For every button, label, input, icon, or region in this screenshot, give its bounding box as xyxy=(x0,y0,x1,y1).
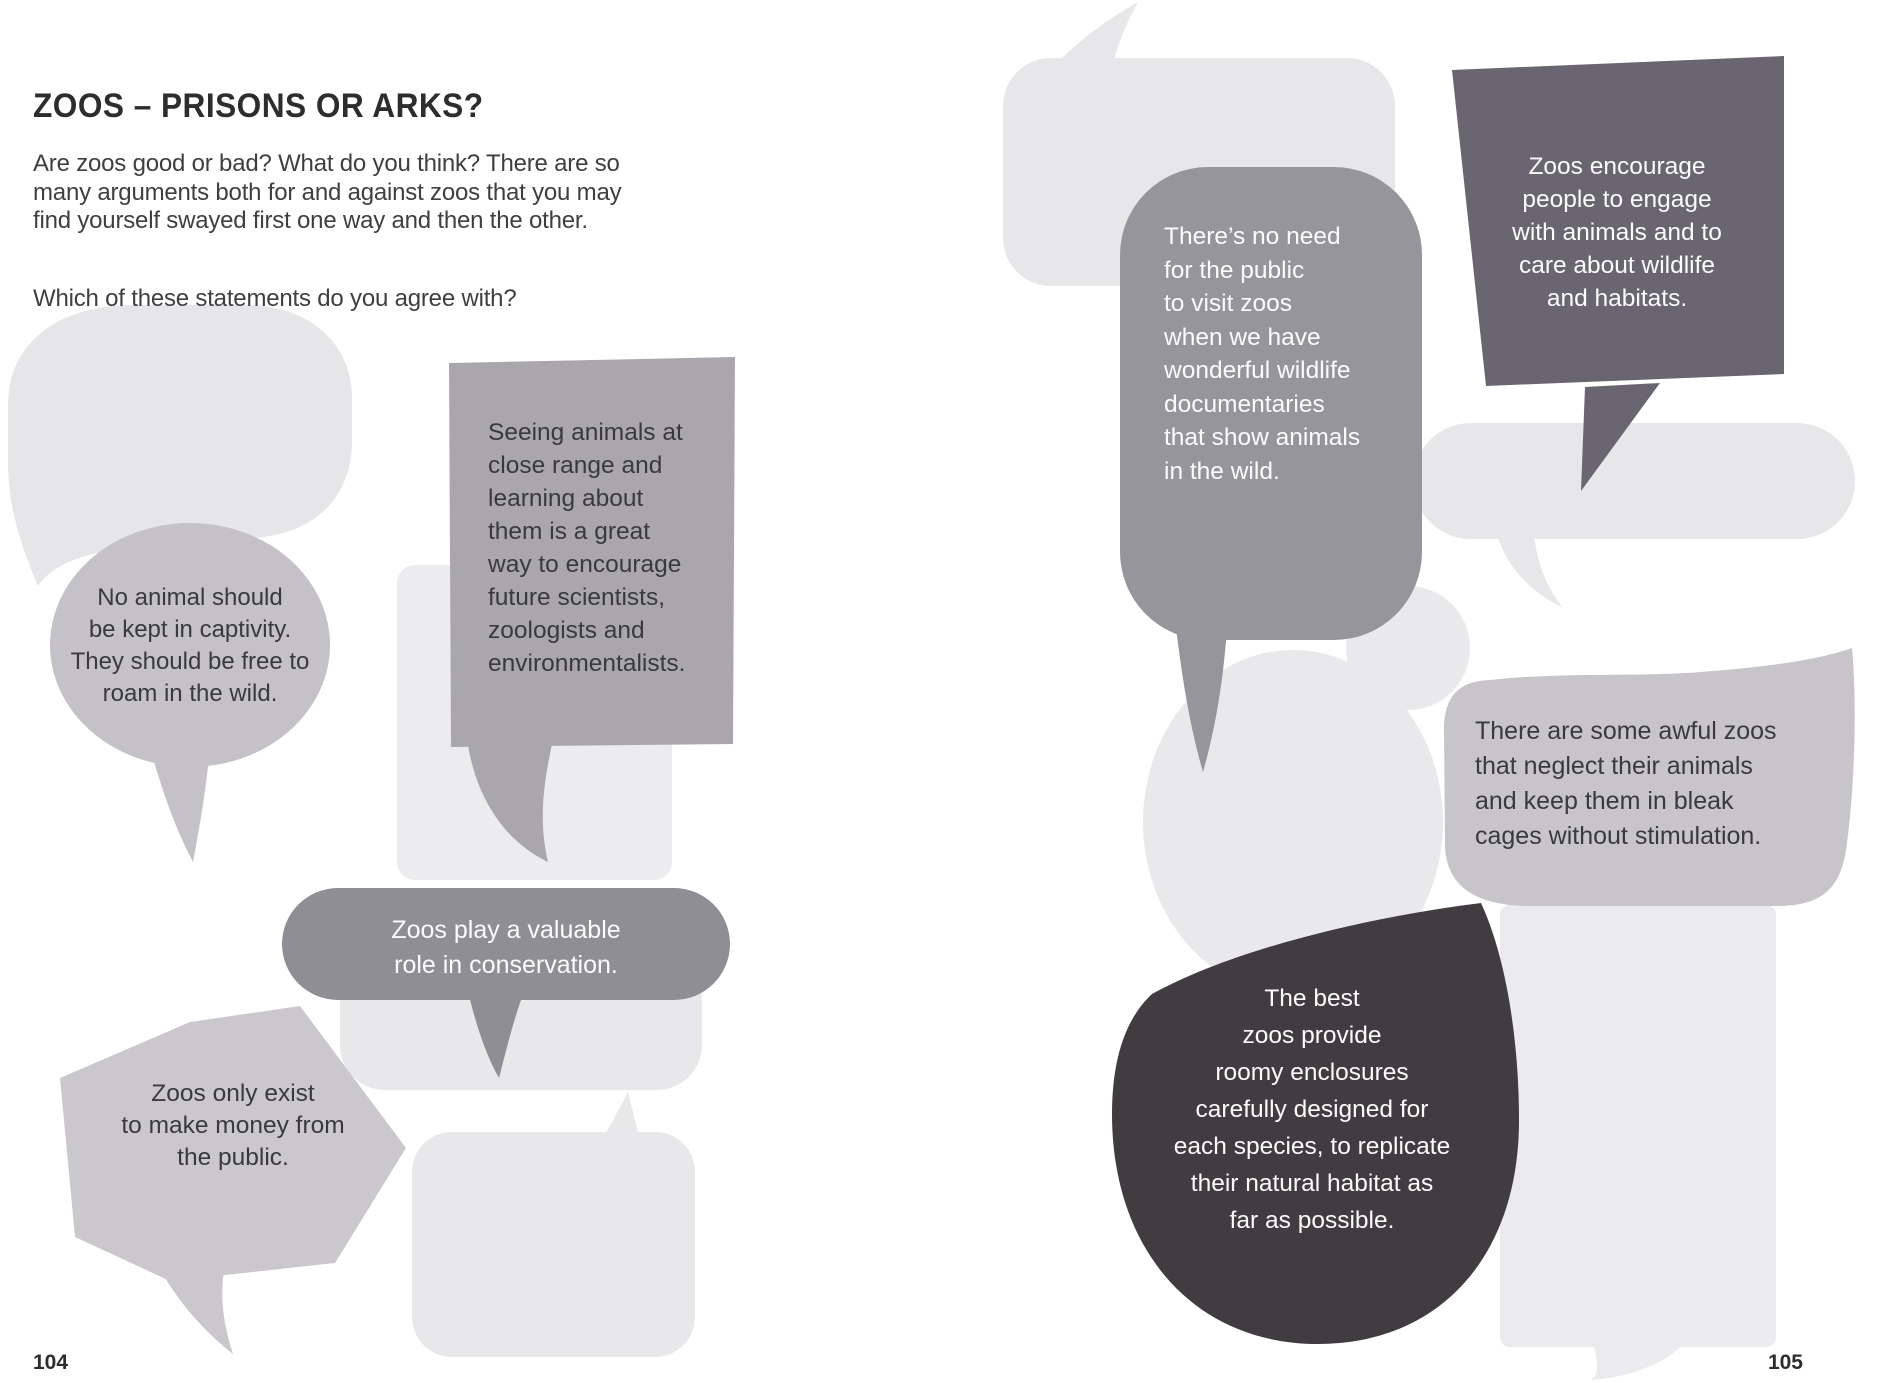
bubble-line: Zoos encourage xyxy=(1528,153,1706,180)
bubble-line: each species, to replicate xyxy=(1173,1133,1451,1160)
question-text: Which of these statements do you agree with? xyxy=(33,285,517,312)
make-money-bubble-text xyxy=(73,1078,393,1174)
no-animal-bubble-text xyxy=(50,582,330,710)
intro-line: Are zoos good or bad? What do you think? There are so xyxy=(33,150,620,177)
bubble-line: learning about xyxy=(488,485,644,512)
bubble-line: and keep them in bleak xyxy=(1475,787,1734,815)
documentaries-bubble-text xyxy=(1164,220,1414,488)
bubble-line: far as possible. xyxy=(1229,1207,1395,1234)
intro-paragraph xyxy=(33,150,621,236)
bubble-line: them is a great xyxy=(488,518,651,545)
bubble-line: cages without stimulation. xyxy=(1475,822,1762,850)
bubble-line: people to engage xyxy=(1522,186,1712,213)
bubble-line: role in conservation. xyxy=(394,951,618,979)
decorative-tail-left-bottom xyxy=(598,1092,642,1148)
bubble-line: way to encourage xyxy=(488,551,682,578)
bubble-line: carefully designed for xyxy=(1195,1096,1429,1123)
bubble-line: for the public xyxy=(1164,256,1305,284)
bubble-line: roam in the wild. xyxy=(102,680,278,707)
make-money-bubble-tail xyxy=(165,1270,233,1354)
bubble-line: with animals and to xyxy=(1512,219,1722,246)
bubble-line: close range and xyxy=(488,452,663,479)
decorative-capsule-tail xyxy=(1497,535,1563,608)
decorative-rect-right-bottom xyxy=(1500,905,1776,1347)
conservation-bubble-text xyxy=(282,913,730,983)
decorative-tail-right-top xyxy=(1056,2,1138,66)
decorative-rect-left-bottom xyxy=(412,1132,695,1357)
no-animal-bubble-tail xyxy=(148,740,210,862)
bubble-line: There are some awful zoos xyxy=(1475,717,1777,745)
bubble-line: future scientists, xyxy=(488,584,666,611)
bubble-line: the public. xyxy=(177,1144,289,1171)
decorative-tail-right-bottom xyxy=(1591,1344,1683,1380)
bubble-line: No animal should xyxy=(97,584,283,611)
bubble-line: There’s no need xyxy=(1164,223,1341,250)
bubble-line: Seeing animals at xyxy=(488,419,683,446)
bubble-line: to make money from xyxy=(121,1112,345,1139)
bubble-line: Zoos play a valuable xyxy=(391,916,621,944)
bubble-line: their natural habitat as xyxy=(1190,1170,1434,1197)
bubble-line: They should be free to xyxy=(70,648,310,675)
page-number-right: 105 xyxy=(1767,1351,1803,1374)
bubble-line: The best xyxy=(1264,985,1360,1012)
bubble-line: environmentalists. xyxy=(488,650,686,677)
awful-zoos-bubble-text xyxy=(1475,714,1855,854)
bubble-line: roomy enclosures xyxy=(1215,1059,1409,1086)
bubble-line: that show animals xyxy=(1164,424,1361,451)
best-zoos-bubble-text xyxy=(1152,980,1472,1239)
bubble-line: care about wildlife xyxy=(1518,252,1716,279)
bubble-line: zoologists and xyxy=(488,617,645,644)
bubble-line: documentaries xyxy=(1164,390,1325,418)
bubble-line: Zoos only exist xyxy=(151,1080,315,1107)
bubble-line: zoos provide xyxy=(1242,1022,1382,1049)
page-title: ZOOS – PRISONS OR ARKS? xyxy=(33,86,484,125)
bubble-line: that neglect their animals xyxy=(1475,752,1753,780)
bubble-line: when we have xyxy=(1164,323,1321,351)
bubble-line: wonderful wildlife xyxy=(1164,357,1351,384)
intro-line: many arguments both for and against zoos that you may xyxy=(33,178,622,206)
bubble-line: in the wild. xyxy=(1164,457,1280,485)
bubble-line: to visit zoos xyxy=(1164,290,1292,317)
intro-line: find yourself swayed first one way and then the other. xyxy=(33,207,588,234)
bubble-line: and habitats. xyxy=(1546,285,1688,312)
encourage-bubble-text xyxy=(1472,150,1762,315)
page-number-left: 104 xyxy=(33,1351,69,1374)
bubble-line: be kept in captivity. xyxy=(88,616,292,643)
decorative-capsule-right xyxy=(1413,423,1855,539)
seeing-animals-bubble-text xyxy=(488,416,733,680)
